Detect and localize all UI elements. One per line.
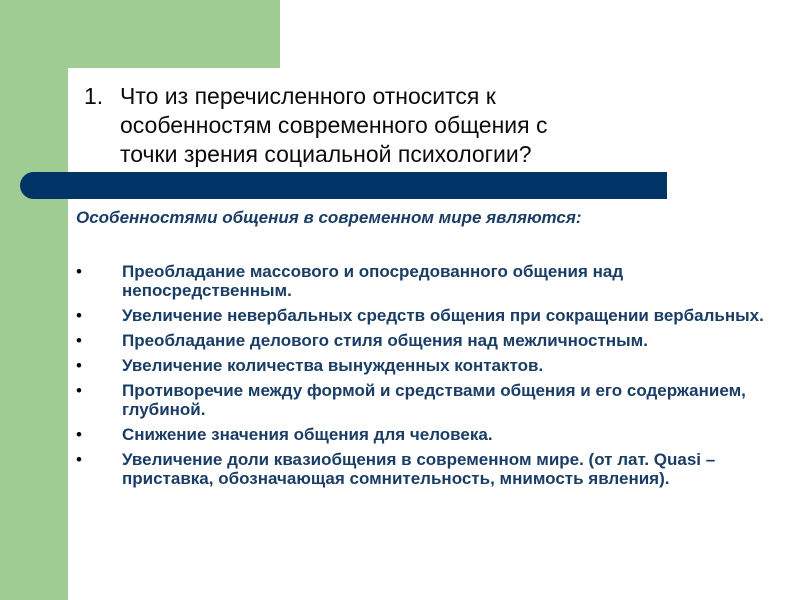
title-number: 1. (84, 83, 104, 109)
list-item-text: Снижение значения общения для человека. (122, 425, 493, 444)
title-bar (20, 172, 667, 199)
bullet-icon: • (76, 450, 82, 469)
green-side-band (0, 0, 68, 600)
title-line-3: точки зрения социальной психологии? (120, 141, 532, 167)
list-item (76, 381, 776, 419)
bullet-icon: • (76, 381, 82, 400)
list-item (76, 262, 776, 300)
green-top-band (0, 0, 280, 68)
bullet-icon: • (76, 262, 82, 281)
list-item-text: Преобладание массового и опосредованного общения над непосредственным. (122, 262, 624, 300)
slide-subtitle: Особенностями общения в современном мире являются: (76, 208, 582, 227)
list-item-text: Противоречие между формой и средствами общения и его содержанием, глубиной. (122, 381, 746, 419)
title-line-2: особенностям современного общения с (120, 112, 548, 138)
bullet-icon: • (76, 356, 82, 375)
bullet-icon: • (76, 306, 82, 325)
list-item-text: Увеличение невербальных средств общения при сокращении вербальных. (122, 306, 764, 325)
list-item (76, 425, 776, 444)
bullet-icon: • (76, 331, 82, 350)
list-item-text: Увеличение доли квазиобщения в современном мире. (от лат. Quasi – приставка, обозначающая сомнительность, мнимость явления). (122, 450, 716, 488)
list-item-text: Преобладание делового стиля общения над межличностным. (122, 331, 648, 350)
title-line-1: Что из перечисленного относится к (120, 83, 496, 109)
list-item (76, 306, 776, 325)
slide-title (84, 82, 684, 169)
bullet-list (76, 262, 776, 494)
bullet-icon: • (76, 425, 82, 444)
list-item (76, 356, 776, 375)
list-item (76, 450, 776, 488)
list-item-text: Увеличение количества вынужденных контактов. (122, 356, 544, 375)
list-item (76, 331, 776, 350)
